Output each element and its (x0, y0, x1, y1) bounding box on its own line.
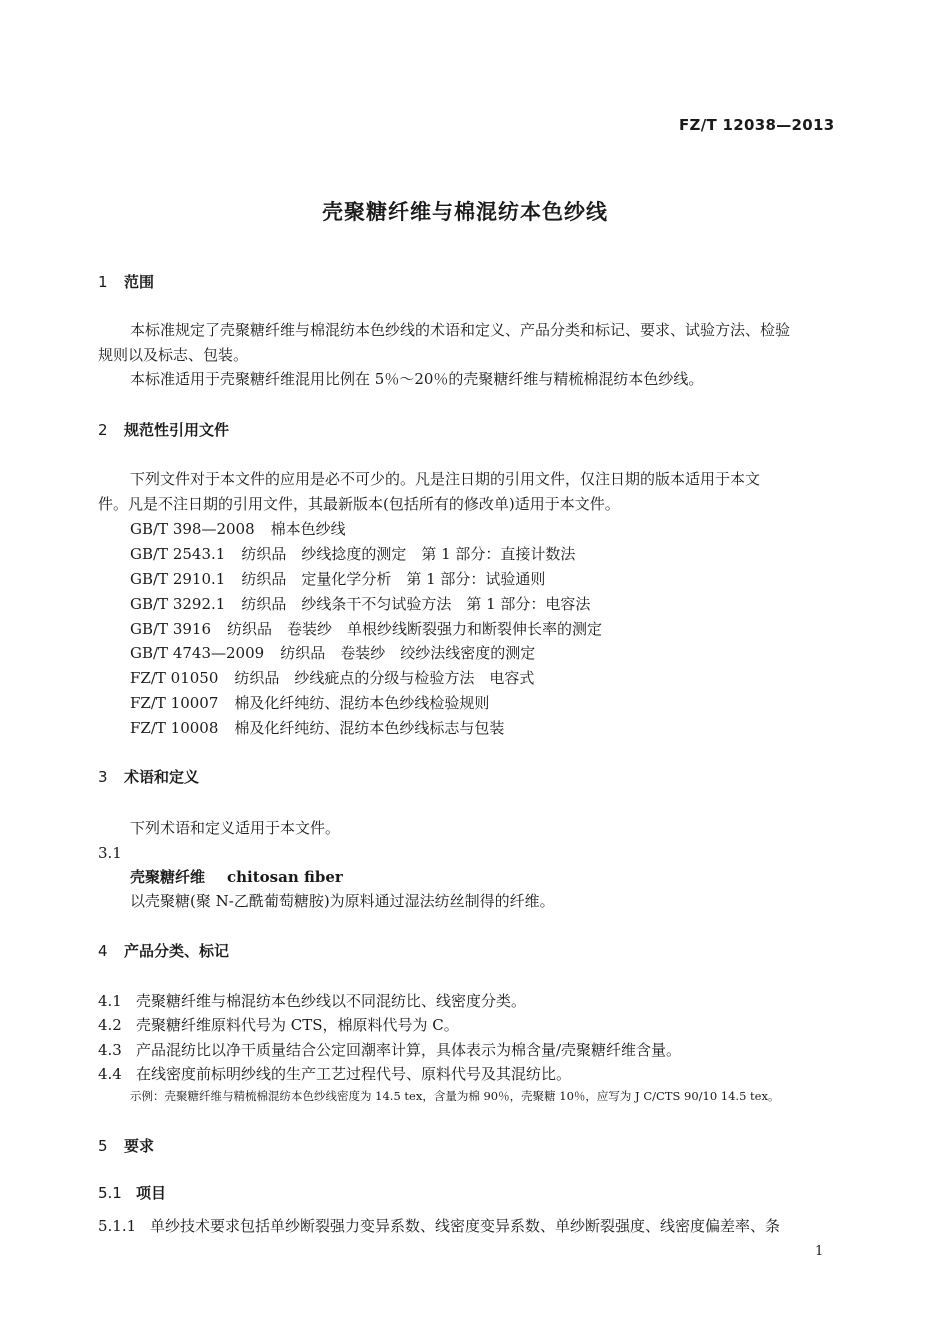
reference-code: GB/T 2910.1 (130, 570, 226, 588)
section-3-heading (98, 766, 199, 787)
reference-code: GB/T 3292.1 (130, 595, 226, 613)
reference-code: GB/T 3916 (130, 620, 212, 638)
reference-item (130, 691, 489, 715)
reference-title: 纺织品 卷装纱 单根纱线断裂强力和断裂伸长率的测定 (227, 620, 603, 638)
clause-number: 4.1 (98, 992, 122, 1010)
reference-code: FZ/T 01050 (130, 669, 219, 687)
section-title: 规范性引用文件 (124, 421, 230, 439)
paragraph-line: 下列术语和定义适用于本文件。 (130, 819, 341, 837)
term-number: 3.1 (98, 844, 122, 862)
paragraph-line: 件。凡是不注日期的引用文件，其最新版本(包括所有的修改单)适用于本文件。 (98, 495, 620, 513)
clause-text: 壳聚糖纤维与棉混纺本色纱线以不同混纺比、线密度分类。 (136, 992, 527, 1010)
paragraph-line: 本标准规定了壳聚糖纤维与棉混纺本色纱线的术语和定义、产品分类和标记、要求、试验方法、检验 (130, 321, 791, 339)
reference-code: GB/T 4743—2009 (130, 644, 265, 662)
section-number: 2 (98, 421, 108, 439)
clause-text: 在线密度前标明纱线的生产工艺过程代号、原料代号及其混纺比。 (136, 1065, 572, 1083)
example-note: 示例：壳聚糖纤维与精梳棉混纺本色纱线密度为 14.5 tex，含量为棉 90％，壳聚糖 10％，应写为 J C/CTS 90/10 14.5 tex。 (130, 1089, 780, 1103)
clause-number: 4.3 (98, 1041, 122, 1059)
clause-number: 5.1.1 (98, 1217, 137, 1235)
reference-title: 纺织品 定量化学分析 第 1 部分：试验通则 (241, 570, 546, 588)
clause-number: 4.4 (98, 1065, 122, 1083)
term-chinese: 壳聚糖纤维 (130, 868, 206, 886)
reference-code: FZ/T 10008 (130, 719, 219, 737)
page-number: 1 (815, 1244, 824, 1259)
reference-item (130, 641, 535, 665)
term-english: chitosan fiber (227, 868, 343, 886)
section-title: 要求 (124, 1137, 155, 1155)
clause-item (98, 1062, 571, 1086)
reference-title: 纺织品 纱线条干不匀试验方法 第 1 部分：电容法 (241, 595, 591, 613)
section-title: 范围 (124, 273, 155, 291)
section-1-heading (98, 271, 154, 292)
reference-code: GB/T 2543.1 (130, 545, 226, 563)
standard-number: FZ/T 12038—2013 (679, 116, 835, 134)
clause-text: 单纱技术要求包括单纱断裂强力变异系数、线密度变异系数、单纱断裂强度、线密度偏差率、条 (150, 1217, 781, 1235)
clause-item (98, 989, 526, 1013)
clause-text: 壳聚糖纤维原料代号为 CTS，棉原料代号为 C。 (136, 1016, 459, 1034)
document-title: 壳聚糖纤维与棉混纺本色纱线 (322, 200, 608, 224)
subsection-title: 项目 (136, 1184, 167, 1202)
clause-item (98, 1013, 459, 1037)
reference-code: GB/T 398—2008 (130, 520, 255, 538)
clause-text: 产品混纺比以净干质量结合公定回潮率计算，具体表示为棉含量/壳聚糖纤维含量。 (136, 1041, 682, 1059)
reference-item (130, 592, 590, 616)
reference-code: FZ/T 10007 (130, 694, 219, 712)
reference-item (130, 567, 545, 591)
section-number: 1 (98, 273, 108, 291)
section-5-heading (98, 1135, 154, 1156)
section-2-heading (98, 419, 229, 440)
reference-title: 棉及化纤纯纺、混纺本色纱线标志与包装 (234, 719, 505, 737)
reference-item (130, 617, 602, 641)
reference-item (130, 716, 504, 740)
reference-title: 纺织品 纱线捻度的测定 第 1 部分：直接计数法 (241, 545, 576, 563)
section-number: 3 (98, 768, 108, 786)
section-title: 产品分类、标记 (124, 942, 230, 960)
term-definition: 以壳聚糖(聚 N-乙酰葡萄糖胺)为原料通过湿法纺丝制得的纤维。 (130, 892, 555, 910)
term-entry (130, 865, 343, 889)
paragraph-line: 本标准适用于壳聚糖纤维混用比例在 5％～20％的壳聚糖纤维与精梳棉混纺本色纱线。 (130, 370, 704, 388)
subsection-number: 5.1 (98, 1184, 122, 1202)
clause-item (98, 1214, 780, 1238)
section-title: 术语和定义 (124, 768, 200, 786)
subsection-heading (98, 1182, 166, 1203)
reference-title: 纺织品 纱线疵点的分级与检验方法 电容式 (234, 669, 535, 687)
clause-number: 4.2 (98, 1016, 122, 1034)
reference-title: 棉本色纱线 (270, 520, 346, 538)
section-number: 5 (98, 1137, 108, 1155)
reference-title: 纺织品 卷装纱 绞纱法线密度的测定 (280, 644, 536, 662)
reference-item (130, 542, 575, 566)
clause-item (98, 1038, 681, 1062)
reference-item (130, 666, 534, 690)
reference-item (130, 517, 346, 541)
paragraph-line: 下列文件对于本文件的应用是必不可少的。凡是注日期的引用文件，仅注日期的版本适用于本文 (130, 470, 761, 488)
section-4-heading (98, 940, 229, 961)
paragraph-line: 规则以及标志、包装。 (98, 346, 249, 364)
reference-title: 棉及化纤纯纺、混纺本色纱线检验规则 (234, 694, 490, 712)
section-number: 4 (98, 942, 108, 960)
